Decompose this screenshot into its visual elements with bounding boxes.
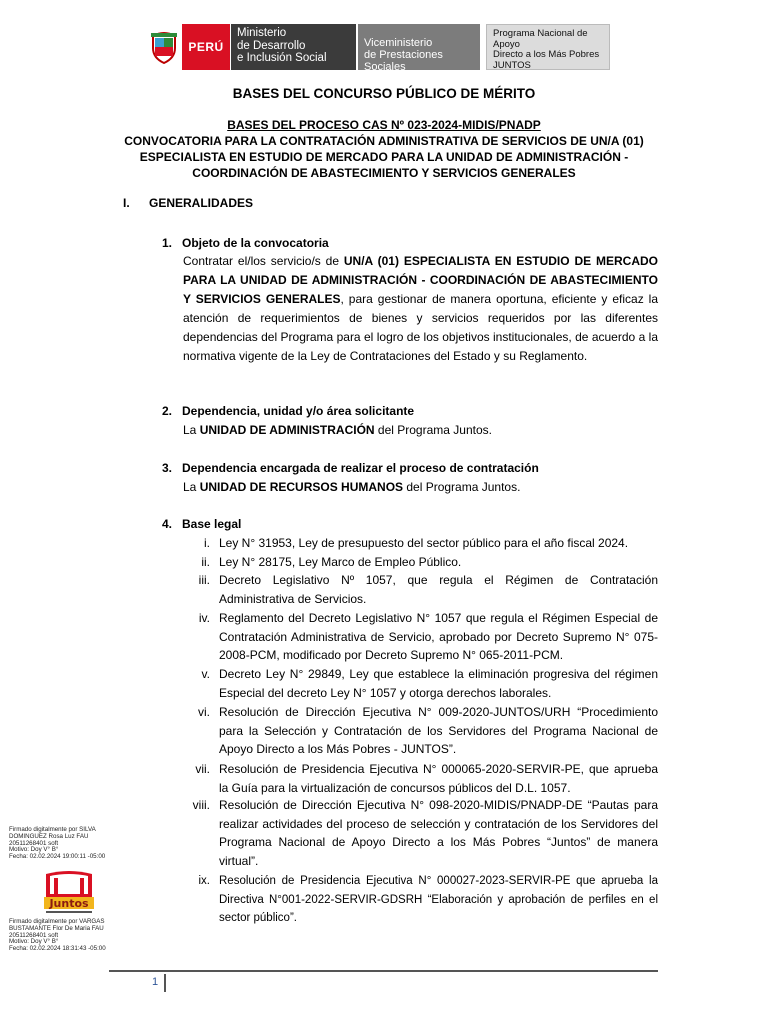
item-paragraph: Contratar el/los servicio/s de UN/A (01) ESPECIALISTA EN ESTUDIO DE MERCADO PARA LA UNIDAD DE ADMINISTRACIÓN - COORDINACIÓN DE ABASTECIMIENTO Y SERVICIOS GENERALES, para gestionar de manera oportuna, eficiente y eficaz la atención de requerimientos de bienes y servicios requeridos por las diferentes dependencias del Programa para el logro de los objetivos institucionales, de acuerdo a la normativa vigente de la Ley de Contrataciones del Estado y su Reglamento. <box>183 254 658 363</box>
svg-text:Juntos: Juntos <box>49 897 89 910</box>
coat-of-arms-icon <box>146 24 182 70</box>
juntos-logo <box>42 870 96 916</box>
law-item: vii. Resolución de Presidencia Ejecutiva N° 000065-2020-SERVIR-PE, que aprueba la Guía para la virtualización de concursos públicos del D.L. 1057. <box>195 762 658 795</box>
law-item: v. Decreto Ley N° 29849, Ley que establece la eliminación progresiva del régimen Especial del decreto Ley N° 1057 y otorga derechos laborales. <box>201 667 658 700</box>
page-title: BASES DEL CONCURSO PÚBLICO DE MÉRITO <box>232 86 536 101</box>
header-logos <box>146 24 610 73</box>
item-text: La UNIDAD DE ADMINISTRACIÓN del Programa Juntos. <box>183 423 492 437</box>
footer-rule <box>109 970 658 972</box>
digital-signature-2: Firmado digitalmente por VARGAS BUSTAMANTE Flor De Maria FAU 20511268401 soft Motivo: Doy V° B° Fecha: 02.02.2024 18:31:43 -05:00 <box>9 918 106 953</box>
peru-logo: PERÚ <box>182 24 230 70</box>
page-number-divider <box>164 974 166 992</box>
law-item: vi. Resolución de Dirección Ejecutiva N° 009-2020-JUNTOS/URH “Procedimiento para la Selección y Contratación de los Servidores del Programa Nacional de Apoyo Directo a los Más Pobres - JUNTOS”. <box>198 705 658 756</box>
vice-ministry-logo: Viceministerio de Prestaciones Sociales <box>358 24 480 70</box>
law-item: viii. Resolución de Dirección Ejecutiva N° 098-2020-MIDIS/PNADP-DE “Pautas para realizar actividades del proceso de selección y contratación de los Servidores del Programa Nacional de Apoyo Directo a los Más Pobres “Juntos” de manera virtual”. <box>192 798 658 868</box>
item-heading: 1. Objeto de la convocatoria <box>162 236 329 250</box>
digital-signature-1: Firmado digitalmente por SILVA DOMINGUEZ Rosa Luz FAU 20511268401 soft Motivo: Doy V° B° Fecha: 02.02.2024 19:00:11 -05:00 <box>9 826 106 861</box>
law-item: iii. Decreto Legislativo Nº 1057, que regula el Régimen de Contratación Administrativa de Servicios. <box>198 573 658 606</box>
ministry-logo: Ministerio de Desarrollo e Inclusión Social <box>230 24 356 70</box>
call-description: CONVOCATORIA PARA LA CONTRATACIÓN ADMINISTRATIVA DE SERVICIOS DE UN/A (01) ESPECIALISTA EN ESTUDIO DE MERCADO PARA LA UNIDAD DE ADMINISTRACIÓN - COORDINACIÓN DE ABASTECIMIENTO Y SERVICIOS GENERALES <box>124 134 644 180</box>
section-number: I. <box>123 196 130 210</box>
page-number: 1 <box>152 976 159 988</box>
law-item: ix. Resolución de Presidencia Ejecutiva N° 000027-2023-SERVIR-PE que aprueba la Directiva N°001-2022-SERVIR-GDSRH “Elaboración y aprobación de perfiles en el sector público”. <box>198 875 658 924</box>
item-heading: 4. Base legal <box>162 517 242 531</box>
section-title: GENERALIDADES <box>149 196 254 210</box>
item-heading: 2. Dependencia, unidad y/o área solicitante <box>162 404 415 418</box>
program-logo: Programa Nacional de Apoyo Directo a los Más Pobres JUNTOS <box>486 24 610 70</box>
item-heading: 3. Dependencia encargada de realizar el proceso de contratación <box>162 461 539 475</box>
law-item: iv. Reglamento del Decreto Legislativo N° 1057 que regula el Régimen Especial de Contratación Administrativa de Servicio, aprobado por Decreto Supremo N° 075-2008-PCM, modificado por Decreto Supremo N° 065-2011-PCM. <box>198 611 658 662</box>
item-text: La UNIDAD DE RECURSOS HUMANOS del Programa Juntos. <box>183 480 521 494</box>
law-item: ii. Ley N° 28175, Ley Marco de Empleo Público. <box>201 555 462 569</box>
process-code: BASES DEL PROCESO CAS Nº 023-2024-MIDIS/PNADP <box>227 118 541 132</box>
document-subtitle <box>110 117 658 181</box>
law-item: i. Ley N° 31953, Ley de presupuesto del sector público para el año fiscal 2024. <box>204 536 629 550</box>
